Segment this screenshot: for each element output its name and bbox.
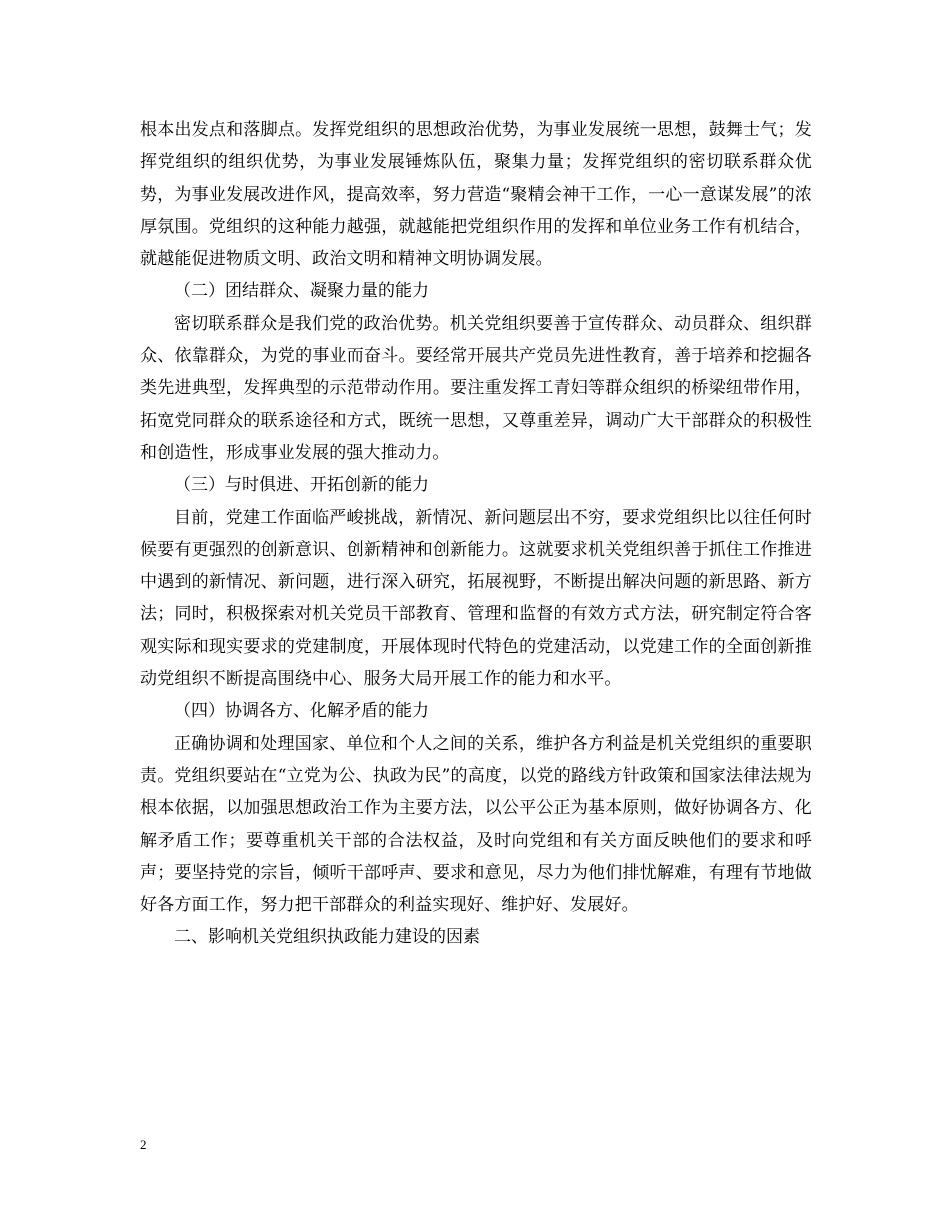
- section-heading-4: （四）协调各方、化解矛盾的能力: [174, 701, 429, 722]
- section-heading-3: （三）与时俱进、开拓创新的能力: [174, 475, 429, 496]
- document-body: [140, 114, 812, 954]
- section-heading-2: （二）团结群众、凝聚力量的能力: [174, 281, 429, 302]
- paragraph-2: 密切联系群众是我们党的政治优势。机关党组织要善于宣传群众、动员群众、组织群众、依靠群众，为党的事业而奋斗。要经常开展共产党员先进性教育，善于培养和挖掘各类先进典型，发挥典型的示范带动作用。要注重发挥工青妇等群众组织的桥梁纽带作用，拓宽党同群众的联系途径和方式，既统一思想，又尊重差异，调动广大干部群众的积极性和创造性，形成事业发展的强大推动力。: [140, 313, 812, 463]
- paragraph-1: 根本出发点和落脚点。发挥党组织的思想政治优势，为事业发展统一思想，鼓舞士气；发挥党组织的组织优势，为事业发展锤炼队伍，聚集力量；发挥党组织的密切联系群众优势，为事业发展改进作风，提高效率，努力营造“聚精会神干工作，一心一意谋发展”的浓厚氛围。党组织的这种能力越强，就越能把党组织作用的发挥和单位业务工作有机结合，就越能促进物质文明、政治文明和精神文明协调发展。: [140, 120, 812, 270]
- section-heading-factors: 二、影响机关党组织执政能力建设的因素: [174, 927, 480, 948]
- paragraph-3: 目前，党建工作面临严峻挑战，新情况、新问题层出不穷，要求党组织比以往任何时候要有更强烈的创新意识、创新精神和创新能力。这就要求机关党组织善于抓住工作推进中遇到的新情况、新问题，进行深入研究，拓展视野，不断提出解决问题的新思路、新方法；同时，积极探索对机关党员干部教育、管理和监督的有效方式方法，研究制定符合客观实际和现实要求的党建制度，开展体现时代特色的党建活动，以党建工作的全面创新推动党组织不断提高围绕中心、服务大局开展工作的能力和水平。: [140, 507, 812, 690]
- paragraph-4: 正确协调和处理国家、单位和个人之间的关系，维护各方利益是机关党组织的重要职责。党组织要站在“立党为公、执政为民”的高度，以党的路线方针政策和国家法律法规为根本依据，以加强思想政治工作为主要方法，以公平公正为基本原则，做好协调各方、化解矛盾工作；要尊重机关干部的合法权益，及时向党组和有关方面反映他们的要求和呼声；要坚持党的宗旨，倾听干部呼声、要求和意见，尽力为他们排忧解难，有理有节地做好各方面工作，努力把干部群众的利益实现好、维护好、发展好。: [140, 733, 812, 916]
- page-number: 2: [140, 1137, 147, 1152]
